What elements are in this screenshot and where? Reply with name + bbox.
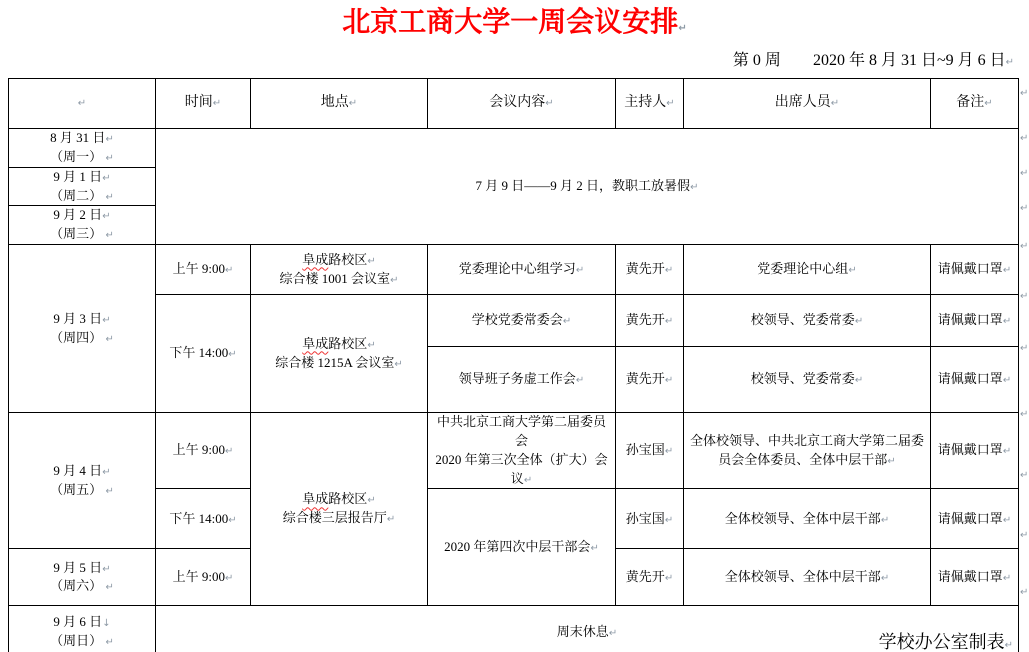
header-attendees-label: 出席人员 — [774, 95, 831, 111]
meeting-text: 领导班子务虚工作会 — [458, 371, 576, 387]
paragraph-mark: ↵ — [367, 495, 376, 507]
paragraph-mark: ↵ — [394, 358, 403, 370]
row-end-mark: ↵ — [1020, 587, 1029, 598]
paragraph-mark: ↵ — [386, 514, 396, 526]
note-text: 请佩戴口罩 — [937, 569, 1003, 585]
meeting-text: 2020 年第四次中层干部会 — [444, 539, 591, 555]
header-notes-label: 备注 — [956, 95, 985, 111]
header-location — [251, 79, 428, 129]
cell-host-huang — [616, 347, 684, 413]
cell-attendees-cadres — [684, 549, 931, 606]
cell-date-sep1 — [9, 167, 156, 206]
campus-text: 路校区 — [328, 491, 368, 507]
cell-time-sep3-am — [156, 245, 251, 295]
host-text: 孙宝国 — [625, 510, 665, 526]
cell-note-mask — [931, 489, 1019, 549]
paragraph-mark: ↵ — [664, 375, 674, 387]
time-text: 下午 14:00 — [169, 345, 229, 361]
host-text: 孙宝国 — [625, 442, 665, 458]
row-sep4-morning — [9, 413, 1019, 489]
campus-text: 路校区 — [328, 335, 368, 351]
page-title — [0, 5, 1029, 46]
cell-meeting-standing-committee — [428, 295, 616, 347]
cell-meeting-party-center-study — [428, 245, 616, 295]
schedule-table — [8, 78, 1019, 652]
footer-text: 学校办公室制表 — [878, 632, 1005, 652]
meeting-text: 中共北京工商大学第二届委员会 — [436, 414, 606, 448]
weekday-text: （周五） — [50, 481, 103, 497]
weekend-text: 周末休息 — [556, 623, 609, 639]
weekday-text: （周四） — [50, 329, 103, 345]
cell-vacation-note — [156, 129, 1019, 245]
cell-time-sep5-am — [156, 549, 251, 606]
header-location-label: 地点 — [320, 95, 349, 111]
cell-date-sep6 — [9, 606, 156, 652]
cell-date-sep2 — [9, 206, 156, 245]
date-text: 8 月 31 日 — [50, 130, 106, 145]
attendees-text: 全体校领导、全体中层干部 — [724, 569, 881, 585]
cell-date-sep4 — [9, 413, 156, 549]
header-time — [156, 79, 251, 129]
paragraph-mark: ↵ — [105, 582, 114, 594]
header-time-label: 时间 — [184, 95, 213, 111]
paragraph-mark: ↵ — [102, 211, 111, 223]
attendees-text: 校领导、党委常委 — [750, 312, 855, 328]
cell-note-mask — [931, 347, 1019, 413]
row-end-mark: ↵ — [1020, 133, 1029, 144]
paragraph-mark: ↵ — [224, 446, 234, 458]
paragraph-mark: ↵ — [228, 349, 237, 361]
header-notes — [931, 79, 1019, 129]
attendees-text: 党委理论中心组 — [757, 261, 849, 277]
paragraph-mark: ↵ — [105, 134, 114, 145]
paragraph-mark: ↵ — [854, 375, 864, 387]
paragraph-mark: ↵ — [690, 182, 699, 194]
paragraph-mark: ↵ — [880, 573, 890, 585]
header-host — [616, 79, 684, 129]
date-text: 9 月 5 日 — [53, 559, 103, 575]
vacation-text: 7 月 9 日——9 月 2 日，教职工放暑假 — [475, 178, 691, 194]
paragraph-mark: ↵ — [1002, 265, 1012, 277]
date-range: 2020 年 8 月 31 日~9 月 6 日 — [812, 52, 1006, 69]
cell-time-sep4-am — [156, 413, 251, 489]
paragraph-mark: ↵ — [880, 514, 890, 526]
weekday-text: （周一） — [50, 148, 103, 164]
row-end-mark: ↵ — [1020, 530, 1029, 541]
subtitle — [733, 47, 1014, 70]
row-end-mark: ↵ — [1020, 88, 1029, 99]
paragraph-mark: ↵ — [562, 316, 572, 328]
date-text: 9 月 2 日 — [53, 207, 103, 223]
host-text: 黄先开 — [625, 261, 665, 277]
paragraph-mark: ↵ — [664, 265, 674, 277]
note-text: 请佩戴口罩 — [937, 442, 1003, 458]
row-sep3-pm1 — [9, 295, 1019, 347]
attendees-text: 全体校领导、中共北京工商大学第二届委员会全体委员、全体中层干部 — [689, 432, 924, 467]
cell-location-1001 — [251, 245, 428, 295]
cell-date-sep5 — [9, 549, 156, 606]
paragraph-mark: ↵ — [1004, 640, 1013, 651]
cell-host-huang — [616, 245, 684, 295]
paragraph-mark: ↵ — [105, 191, 114, 203]
cell-note-mask — [931, 413, 1019, 489]
paragraph-mark: ↵ — [590, 543, 599, 555]
cell-attendees-center-group — [684, 245, 931, 295]
meeting-text: 党委理论中心组学习 — [458, 261, 576, 277]
room-text: 综合楼 1001 会议室 — [279, 270, 391, 286]
cell-location-1215a — [251, 295, 428, 413]
cell-note-mask — [931, 245, 1019, 295]
weekday-text: （周三） — [50, 226, 103, 242]
campus-text-spellcheck: 阜成 — [302, 491, 329, 507]
note-text: 请佩戴口罩 — [937, 510, 1003, 526]
paragraph-mark: ↵ — [390, 274, 399, 286]
paragraph-mark: ↵ — [224, 265, 234, 277]
paragraph-mark: ↵ — [1002, 375, 1012, 387]
row-end-mark: ↵ — [1020, 241, 1029, 252]
paragraph-mark: ↵ — [666, 98, 675, 110]
row-sep4-afternoon — [9, 489, 1019, 549]
cell-note-mask — [931, 295, 1019, 347]
row-end-mark: ↵ — [1020, 291, 1029, 302]
cell-date-aug31 — [9, 129, 156, 168]
paragraph-mark: ↵ — [77, 98, 87, 110]
date-text: 9 月 1 日 — [53, 168, 103, 184]
footer-credit — [879, 628, 1013, 652]
attendees-text: 校领导、党委常委 — [750, 371, 855, 387]
paragraph-mark: ↵ — [664, 446, 674, 458]
time-text: 上午 9:00 — [172, 569, 225, 585]
note-text: 请佩戴口罩 — [937, 312, 1003, 328]
paragraph-mark: ↵ — [575, 375, 585, 387]
cell-note-mask — [931, 549, 1019, 606]
paragraph-mark: ↵ — [608, 627, 618, 639]
paragraph-mark: ↵ — [1002, 573, 1012, 585]
time-text: 上午 9:00 — [172, 442, 225, 458]
paragraph-mark: ↵ — [830, 98, 840, 110]
cell-attendees-cadres — [684, 489, 931, 549]
cell-host-sun — [616, 413, 684, 489]
room-text: 综合楼 1215A 会议室 — [275, 354, 395, 370]
row-aug31 — [9, 129, 1019, 168]
week-number: 第 0 周 — [732, 52, 781, 69]
paragraph-mark: ↵ — [575, 265, 585, 277]
host-text: 黄先开 — [625, 371, 665, 387]
paragraph-mark: ↵ — [367, 255, 376, 267]
weekday-text: （周日） — [50, 632, 103, 648]
cell-time-sep3-pm — [156, 295, 251, 413]
paragraph-mark: ↵ — [664, 514, 674, 526]
cell-host-huang — [616, 549, 684, 606]
meeting-text: 学校党委常委会 — [471, 312, 563, 328]
paragraph-mark: ↵ — [1002, 316, 1012, 328]
room-text: 综合楼三层报告厅 — [282, 510, 387, 526]
header-row — [9, 79, 1019, 129]
paragraph-mark: ↵ — [105, 485, 114, 497]
paragraph-mark: ↵ — [105, 230, 114, 242]
host-text: 黄先开 — [625, 569, 665, 585]
paragraph-mark: ↵ — [1005, 57, 1014, 68]
note-text: 请佩戴口罩 — [937, 371, 1003, 387]
paragraph-mark: ↵ — [678, 23, 687, 34]
cell-meeting-leadership-retreat — [428, 347, 616, 413]
paragraph-mark: ↵ — [105, 636, 114, 648]
row-end-mark: ↵ — [1020, 409, 1029, 420]
line-break-mark: ↓ — [102, 618, 111, 630]
header-empty — [9, 79, 156, 129]
header-content — [428, 79, 616, 129]
paragraph-mark: ↵ — [105, 333, 114, 345]
paragraph-mark: ↵ — [848, 265, 857, 277]
meeting-text: 2020 年第三次全体（扩大）会议 — [435, 451, 608, 486]
paragraph-mark: ↵ — [664, 316, 674, 328]
paragraph-mark: ↵ — [664, 573, 674, 585]
cell-attendees-leaders-committee — [684, 295, 931, 347]
header-host-label: 主持人 — [624, 95, 667, 111]
page-title-text: 北京工商大学一周会议安排 — [342, 6, 679, 37]
paragraph-mark: ↵ — [102, 172, 111, 184]
paragraph-mark: ↵ — [102, 563, 111, 575]
date-text: 9 月 3 日 — [53, 310, 103, 326]
paragraph-mark: ↵ — [102, 466, 111, 478]
cell-host-sun — [616, 489, 684, 549]
time-text: 上午 9:00 — [172, 261, 225, 277]
campus-text: 路校区 — [328, 251, 368, 267]
paragraph-mark: ↵ — [984, 98, 993, 110]
date-text: 9 月 4 日 — [53, 462, 103, 478]
cell-attendees-leaders-committee — [684, 347, 931, 413]
attendees-text: 全体校领导、全体中层干部 — [724, 510, 881, 526]
paragraph-mark: ↵ — [545, 98, 554, 110]
row-end-mark: ↵ — [1020, 203, 1029, 214]
header-attendees — [684, 79, 931, 129]
host-text: 黄先开 — [625, 312, 665, 328]
paragraph-mark: ↵ — [887, 455, 896, 467]
header-content-label: 会议内容 — [489, 95, 546, 111]
cell-time-sep4-pm — [156, 489, 251, 549]
cell-date-sep3 — [9, 245, 156, 413]
paragraph-mark: ↵ — [212, 98, 222, 110]
paragraph-mark: ↵ — [523, 474, 533, 486]
row-end-mark: ↵ — [1020, 470, 1029, 481]
cell-meeting-plenary — [428, 413, 616, 489]
paragraph-mark: ↵ — [1002, 514, 1012, 526]
paragraph-mark: ↵ — [228, 514, 237, 526]
paragraph-mark: ↵ — [854, 316, 864, 328]
cell-location-hall3f — [251, 413, 428, 606]
row-end-mark: ↵ — [1020, 168, 1029, 179]
paragraph-mark: ↵ — [1002, 446, 1012, 458]
campus-text-spellcheck: 阜成 — [302, 251, 329, 267]
campus-text-spellcheck: 阜成 — [302, 335, 329, 351]
paragraph-mark: ↵ — [348, 98, 358, 110]
row-sep6 — [9, 606, 1019, 652]
row-end-mark: ↵ — [1020, 343, 1029, 354]
weekday-text: （周二） — [50, 187, 103, 203]
row-sep3-morning — [9, 245, 1019, 295]
note-text: 请佩戴口罩 — [937, 261, 1003, 277]
weekday-text: （周六） — [50, 578, 103, 594]
date-text: 9 月 6 日 — [53, 614, 103, 630]
paragraph-mark: ↵ — [105, 152, 114, 164]
paragraph-mark: ↵ — [224, 573, 234, 585]
cell-attendees-plenary — [684, 413, 931, 489]
cell-meeting-cadre — [428, 489, 616, 606]
time-text: 下午 14:00 — [169, 510, 229, 526]
paragraph-mark: ↵ — [367, 339, 376, 351]
cell-host-huang — [616, 295, 684, 347]
paragraph-mark: ↵ — [102, 314, 111, 326]
